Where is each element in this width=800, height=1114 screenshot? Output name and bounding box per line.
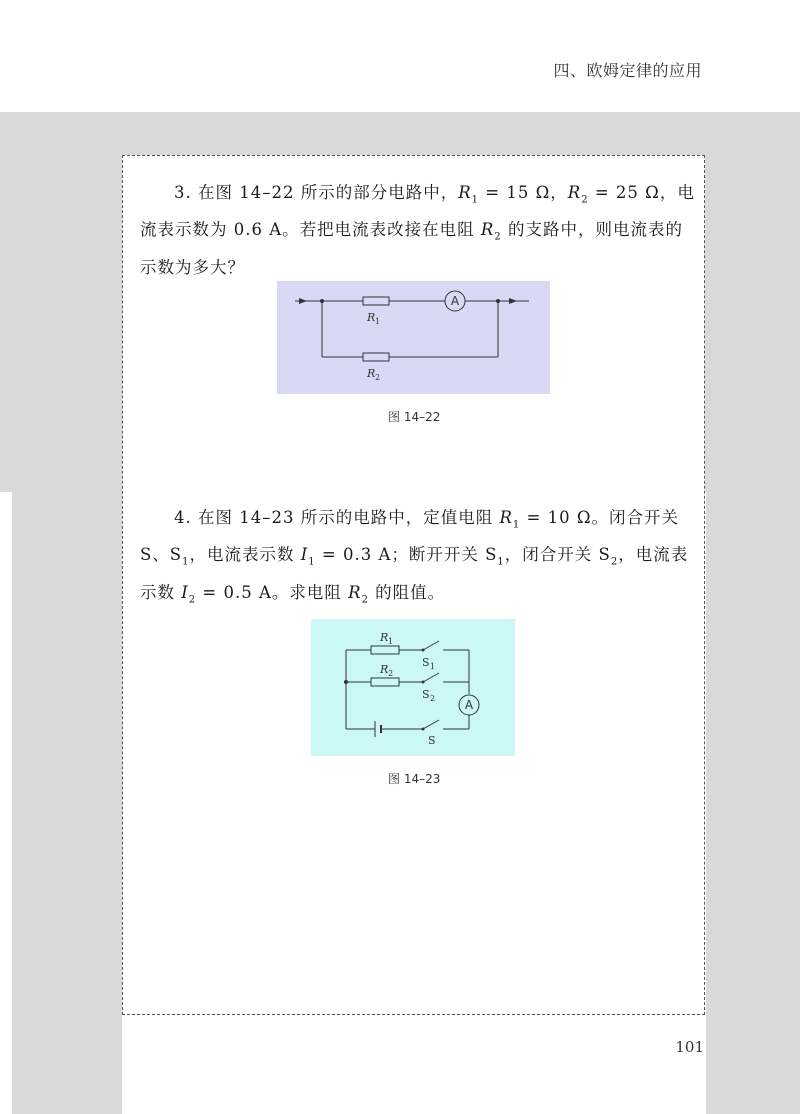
gray-right-panel: [706, 112, 800, 1114]
problem-3-text: 3. 在图 14–22 所示的部分电路中，$R_1 = 15$ Ω，$R_2 = 25$ Ω，电流表示数为 0.6 A。若把电流表改接在电阻 $R_2$ 的支路中，则电流表的示数为多大？: [140, 183, 695, 277]
figure-14-22: [277, 281, 550, 394]
gray-left-panel: [12, 112, 122, 1114]
junction-dot: [496, 299, 500, 303]
r1-label: R: [367, 311, 376, 324]
figure-background: [277, 281, 550, 394]
r2-subscript: 2: [375, 373, 381, 382]
junction-dot: [344, 680, 348, 684]
switch-pivot: [422, 728, 425, 731]
page-number: 101: [675, 1038, 704, 1056]
switch-pivot: [422, 649, 425, 652]
ammeter-label: A: [464, 698, 474, 712]
s1-subscript: 1: [430, 662, 436, 671]
s2-label: S: [422, 688, 430, 701]
chapter-title: 四、欧姆定律的应用: [553, 61, 702, 80]
r2-label: R: [367, 367, 376, 380]
problem-4-text: 4. 在图 14–23 所示的电路中，定值电阻 $R_1 = 10$ Ω。闭合开关 S、$S_1$，电流表示数 $I_1 = 0.3$ A；断开开关 $S_1$，闭合开关 $S_2$，电流表示数 $I_2 = 0.5$ A。求电阻 $R_2$ 的阻值。: [140, 508, 689, 605]
junction-dot: [320, 299, 324, 303]
r1-subscript: 1: [375, 317, 381, 326]
figure-14-23-caption: 图 14–23: [388, 772, 441, 786]
ammeter-label: A: [450, 294, 460, 308]
s2-subscript: 2: [430, 694, 436, 703]
figure-background: [311, 619, 515, 756]
r2-label: R: [380, 663, 389, 676]
s1-label: S: [422, 656, 430, 669]
gray-left-edge: [0, 112, 12, 384]
r1-subscript: 1: [388, 637, 394, 646]
figure-14-23: [311, 619, 515, 756]
s-label: S: [428, 734, 436, 747]
r2-subscript: 2: [388, 669, 394, 678]
r1-label: R: [380, 631, 389, 644]
switch-pivot: [422, 681, 425, 684]
header-bar: [0, 0, 800, 110]
figure-14-22-caption: 图 14–22: [388, 410, 441, 424]
